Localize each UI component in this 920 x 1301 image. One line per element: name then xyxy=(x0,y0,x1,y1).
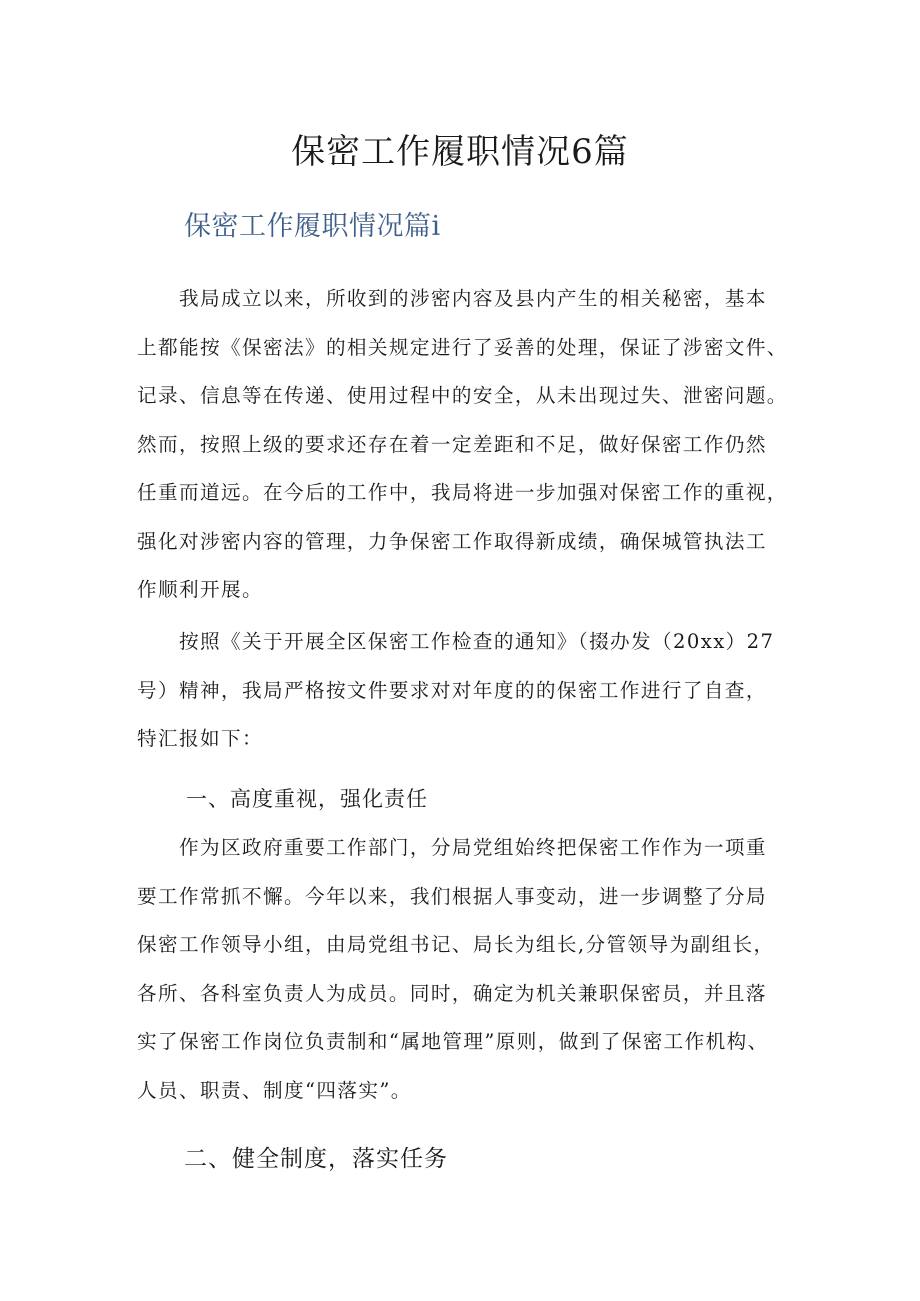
paragraph-line: 作为区政府重要工作部门，分局党组始终把保密工作作为一项重 xyxy=(137,836,767,859)
paragraph-line: 号）精神，我局严格按文件要求对对年度的的保密工作进行了自查， xyxy=(137,678,767,702)
paragraph-line: 各所、各科室负责人为成员。同时，确定为机关兼职保密员，并且落 xyxy=(137,981,767,1005)
paragraph-line: 任重而道远。在今后的工作中，我局将进一步加强对保密工作的重视， xyxy=(137,481,788,504)
paragraph-line: 作顺利开展。 xyxy=(137,578,263,601)
paragraph-line: 按照《关于开展全区保密工作检查的通知》（掇办发（20xx）27 xyxy=(137,630,775,653)
section-heading: 保密工作履职情况篇i xyxy=(184,211,441,242)
subheading-system: 二、健全制度，落实任务 xyxy=(184,1146,448,1172)
paragraph-intro xyxy=(137,275,809,615)
paragraph-line: 特汇报如下： xyxy=(137,727,263,750)
paragraph-line: 记录、信息等在传递、使用过程中的安全，从未出现过失、泄密问题。 xyxy=(137,384,788,407)
paragraph-line: 人员、职责、制度“四落实”。 xyxy=(137,1078,412,1102)
document-title: 保密工作履职情况6篇 xyxy=(291,132,629,172)
subheading-attention: 一、高度重视，强化责任 xyxy=(186,787,428,811)
paragraph-notice xyxy=(137,618,809,764)
paragraph-line: 保密工作领导小组，由局党组书记、局长为组长,分管领导为副组长， xyxy=(137,933,775,956)
paragraph-line: 然而，按照上级的要求还存在着一定差距和不足，做好保密工作仍然 xyxy=(137,432,767,456)
paragraph-line: 强化对涉密内容的管理，力争保密工作取得新成绩，确保城管执法工 xyxy=(137,529,767,553)
paragraph-line: 实了保密工作岗位负责制和“属地管理”原则，做到了保密工作机构、 xyxy=(137,1030,769,1053)
paragraph-line: 我局成立以来，所收到的涉密内容及县内产生的相关秘密，基本 xyxy=(137,287,767,310)
paragraph-line: 要工作常抓不懈。今年以来，我们根据人事变动，进一步调整了分局 xyxy=(137,884,767,908)
paragraph-line: 上都能按《保密法》的相关规定进行了妥善的处理，保证了涉密文件、 xyxy=(137,335,788,359)
paragraph-responsibility xyxy=(137,824,809,1115)
